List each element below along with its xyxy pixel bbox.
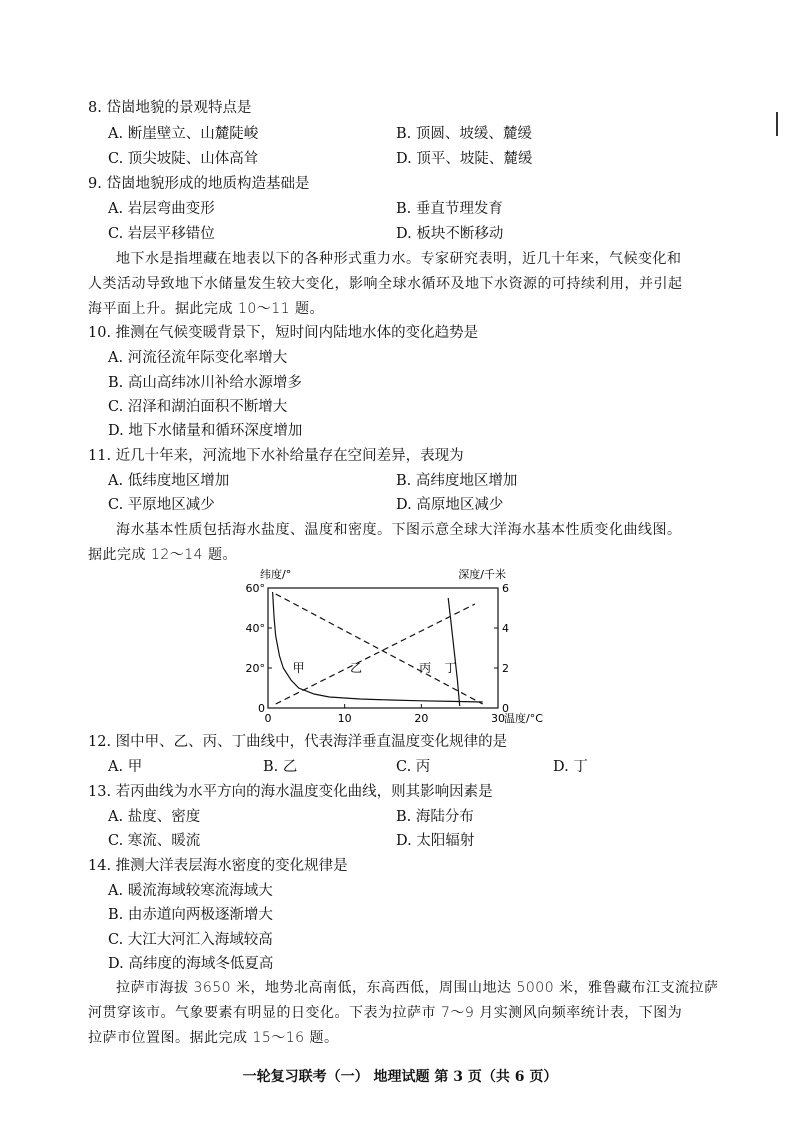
question-14-option-d: D. 高纬度的海域冬低夏高	[108, 956, 274, 972]
question-9-stem: 9. 岱崮地貌形成的地质构造基础是	[88, 176, 310, 192]
chart-left-tick-label: 0	[258, 702, 265, 715]
margin-mark	[776, 112, 778, 136]
chart-series-line-4	[448, 598, 460, 706]
chart-series-label-2: 乙	[350, 661, 363, 675]
passage-seawater-line-2: 据此完成 12～14 题。	[88, 547, 238, 563]
passage-groundwater-line-3: 海平面上升。据此完成 10～11 题。	[88, 301, 325, 317]
seawater-properties-chart	[230, 566, 570, 726]
question-13-stem: 13. 若丙曲线为水平方向的海水温度变化曲线，则其影响因素是	[88, 784, 493, 800]
passage-groundwater	[88, 247, 728, 322]
passage-groundwater-line-2: 人类活动导致地下水储量发生较大变化，影响全球水循环及地下水资源的可持续利用，并引起	[88, 276, 683, 292]
question-11-option-b: B. 高纬度地区增加	[396, 473, 518, 489]
chart-x-tick-label: 30	[491, 712, 505, 725]
chart-series-line-3	[276, 604, 475, 704]
chart-right-tick-label: 4	[502, 622, 509, 635]
chart-right-tick-label: 0	[502, 702, 509, 715]
question-10-option-a: A. 河流径流年际变化率增大	[108, 350, 288, 366]
question-9-option-d: D. 板块不断移动	[396, 226, 504, 242]
question-12-option-a: A. 甲	[108, 759, 143, 775]
question-14-option-c: C. 大江大河汇入海域较高	[108, 932, 273, 948]
question-11-option-d: D. 高原地区减少	[396, 497, 504, 513]
chart-right-axis-label: 深度/千米	[458, 568, 506, 581]
passage-lhasa-line-1: 拉萨市海拔 3650 米，地势北高南低，东高西低，周围山地达 5000 米，雅鲁藏布江支流拉萨	[116, 980, 719, 996]
chart-series-label-1: 甲	[292, 661, 305, 675]
chart-x-tick-label: 20	[414, 712, 429, 725]
chart-left-tick-label: 60°	[245, 582, 265, 595]
chart-left-tick-label: 40°	[245, 622, 265, 635]
passage-lhasa-line-3: 拉萨市位置图。据此完成 15～16 题。	[88, 1030, 339, 1046]
question-12-stem: 12. 图中甲、乙、丙、丁曲线中，代表海洋垂直温度变化规律的是	[88, 734, 508, 750]
question-14-option-a: A. 暖流海域较寒流海域大	[108, 883, 273, 899]
chart-right-tick-label: 2	[502, 662, 509, 675]
page-footer: 一轮复习联考（一） 地理试题 第 3 页（共 6 页）	[242, 1069, 558, 1085]
chart-series-line-2	[276, 594, 483, 704]
question-13-option-d: D. 太阳辐射	[396, 833, 475, 849]
passage-groundwater-line-1: 地下水是指埋藏在地表以下的各种形式重力水。专家研究表明，近几十年来，气候变化和	[116, 251, 682, 267]
passage-seawater-line-1: 海水基本性质包括海水盐度、温度和密度。下图示意全球大洋海水基本性质变化曲线图。	[116, 522, 682, 538]
question-10-stem: 10. 推测在气候变暖背景下，短时间内陆地水体的变化趋势是	[88, 325, 479, 341]
question-9-option-b: B. 垂直节理发育	[396, 201, 503, 217]
chart-series-label-4: 丁	[444, 661, 457, 675]
question-14-stem: 14. 推测大洋表层海水密度的变化规律是	[88, 858, 348, 874]
question-8-option-a: A. 断崖壁立、山麓陡峻	[108, 126, 259, 142]
question-13-option-a: A. 盐度、密度	[108, 809, 201, 825]
question-10-option-c: C. 沼泽和湖泊面积不断增大	[108, 399, 288, 415]
question-13-option-b: B. 海陆分布	[396, 809, 474, 825]
question-10-option-d: D. 地下水储量和循环深度增加	[108, 423, 303, 439]
question-11-option-c: C. 平原地区减少	[108, 497, 215, 513]
chart-series-label-3: 丙	[419, 661, 432, 675]
question-11-stem: 11. 近几十年来，河流地下水补给量存在空间差异，表现为	[88, 448, 464, 464]
question-8-option-c: C. 顶尖坡陡、山体高耸	[108, 151, 259, 167]
question-13-option-c: C. 寒流、暖流	[108, 833, 201, 849]
chart-x-axis-label: 温度/°C	[504, 712, 543, 725]
passage-seawater	[88, 518, 728, 568]
chart-left-tick-label: 20°	[245, 662, 265, 675]
question-11-option-a: A. 低纬度地区增加	[108, 473, 230, 489]
chart-left-axis-label: 纬度/°	[260, 568, 292, 581]
passage-lhasa-line-2: 河贯穿该市。气象要素有明显的日变化。下表为拉萨市 7～9 月实测风向频率统计表，下图为	[88, 1005, 683, 1021]
chart-x-tick-label: 10	[337, 712, 352, 725]
question-10-option-b: B. 高山高纬冰川补给水源增多	[108, 375, 302, 391]
chart-right-tick-label: 6	[502, 582, 509, 595]
question-9-option-a: A. 岩层弯曲变形	[108, 201, 215, 217]
question-12-option-b: B. 乙	[263, 759, 298, 775]
question-9-option-c: C. 岩层平移错位	[108, 226, 215, 242]
chart-x-tick-label: 0	[264, 712, 272, 725]
question-8-option-b: B. 顶圆、坡缓、麓缓	[396, 126, 532, 142]
question-12-option-d: D. 丁	[553, 759, 588, 775]
passage-lhasa	[88, 976, 728, 1051]
question-12-option-c: C. 丙	[396, 759, 431, 775]
question-8-option-d: D. 顶平、坡陡、麓缓	[396, 151, 533, 167]
question-14-option-b: B. 由赤道向两极逐渐增大	[108, 907, 273, 923]
question-8-stem: 8. 岱崮地貌的景观特点是	[88, 100, 252, 116]
